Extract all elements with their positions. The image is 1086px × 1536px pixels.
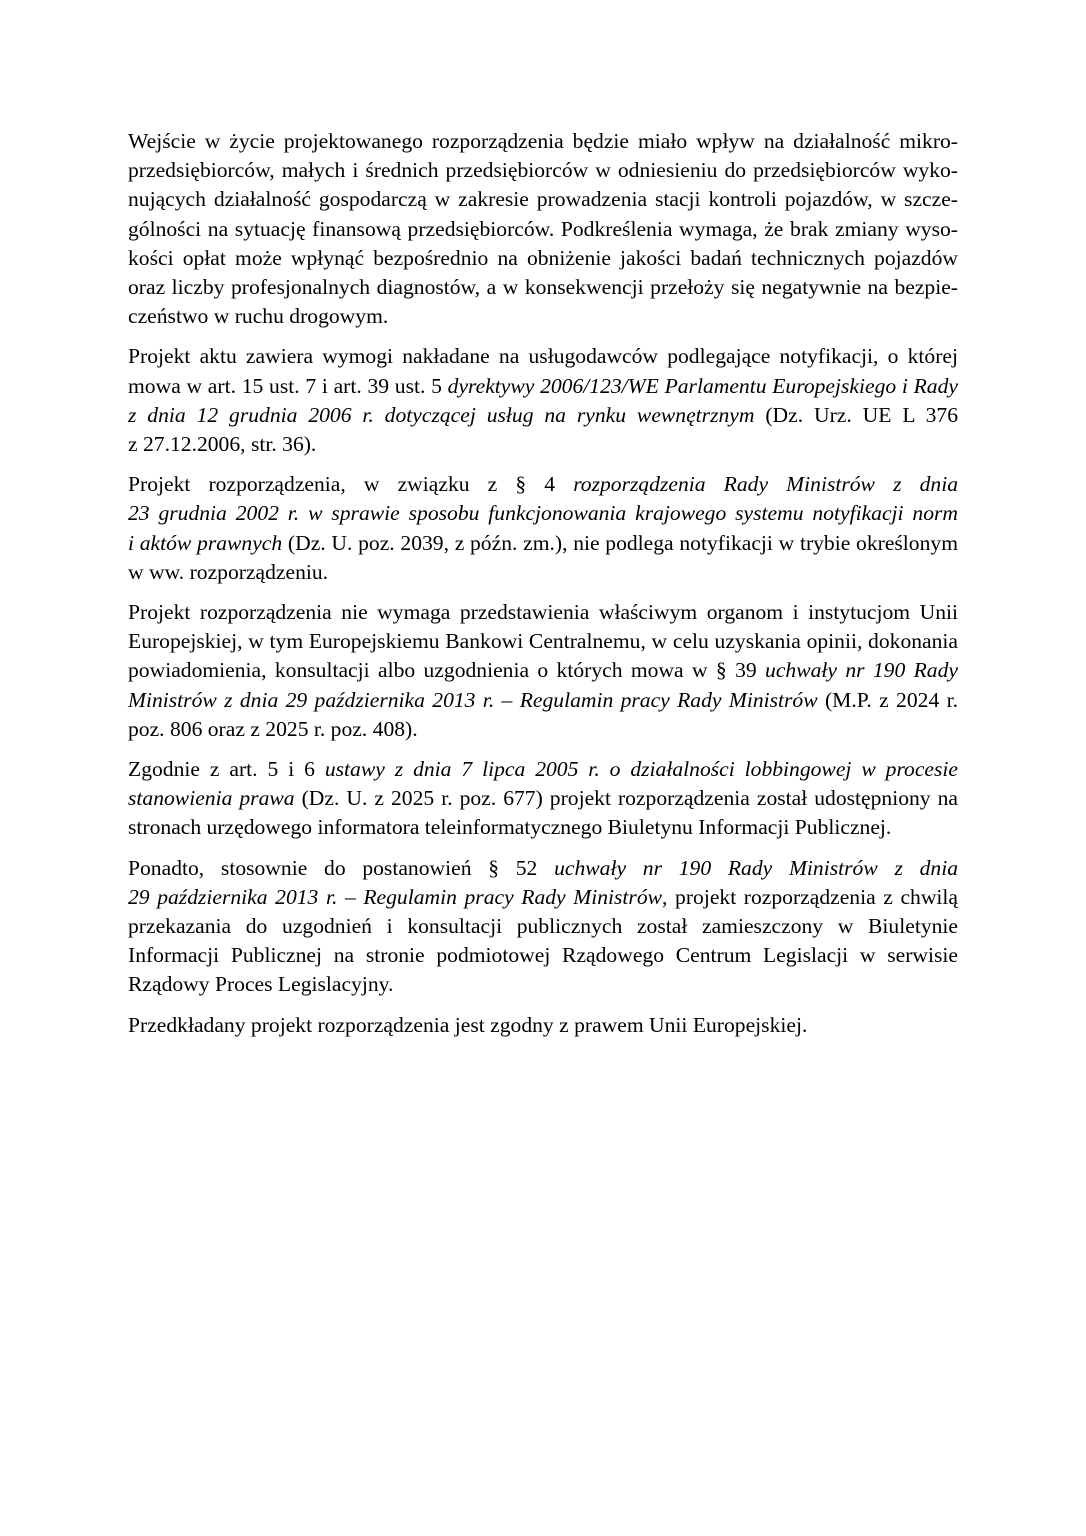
text-run: nujących działalność gospodarczą w zakresie prowadzenia stacji kontroli pojazdów, w szcze-	[128, 187, 958, 212]
text-line	[128, 185, 958, 214]
text-run: Projekt aktu zawiera wymogi nakładane na usługodawców podlegające notyfikacji, o której	[128, 344, 958, 369]
text-line	[128, 215, 958, 244]
text-line	[128, 470, 958, 499]
text-line	[128, 941, 958, 970]
text-run-italic: stanowienia prawa	[128, 786, 295, 811]
paragraph	[128, 470, 958, 587]
text-run: Projekt rozporządzenia nie wymaga przedstawienia właściwym organom i instytucjom Unii	[128, 600, 958, 625]
text-run: oraz liczby profesjonalnych diagnostów, a w konsekwencji przełoży się negatywnie na bezpie-	[128, 275, 958, 300]
text-run-italic: i aktów prawnych	[128, 530, 283, 555]
text-line	[128, 1011, 958, 1040]
paragraph	[128, 1011, 958, 1040]
text-run: z 27.12.2006, str. 36).	[128, 432, 317, 457]
text-run: Zgodnie z art. 5 i 6	[128, 757, 325, 782]
text-run: poz. 806 oraz z 2025 r. poz. 408).	[128, 716, 418, 741]
paragraph	[128, 755, 958, 843]
text-line	[128, 598, 958, 627]
text-run: Projekt rozporządzenia, w związku z § 4	[128, 472, 574, 497]
text-line	[128, 715, 958, 744]
text-line	[128, 430, 958, 459]
text-run: Wejście w życie projektowanego rozporządzenia będzie miało wpływ na działalność mikro-	[128, 129, 958, 153]
text-line	[128, 755, 958, 784]
text-run-italic: dyrektywy 2006/123/WE Parlamentu Europejskiego i Rady	[447, 373, 958, 398]
text-run: przedsiębiorców, małych i średnich przedsiębiorców w odniesieniu do przedsiębiorców wyko-	[128, 158, 958, 183]
text-line	[128, 854, 958, 883]
text-run: w ww. rozporządzeniu.	[128, 559, 329, 584]
text-run: (Dz. Urz. UE L 376	[754, 402, 958, 427]
text-line	[128, 499, 958, 528]
text-run: Przedkładany projekt rozporządzenia jest zgodny z prawem Unii Europejskiej.	[128, 1012, 808, 1037]
text-line	[128, 244, 958, 273]
paragraph	[128, 854, 958, 1000]
text-run: mowa w art. 15 ust. 7 i art. 39 ust. 5	[128, 373, 448, 398]
text-line	[128, 627, 958, 656]
paragraph	[128, 598, 958, 744]
text-line	[128, 686, 958, 715]
text-line	[128, 813, 958, 842]
text-run-italic: z dnia 12 grudnia 2006 r. dotyczącej usług na rynku wewnętrznym	[128, 402, 755, 427]
text-line	[128, 342, 958, 371]
text-run-italic: ustawy z dnia 7 lipca 2005 r. o działalności lobbingowej w procesie	[324, 757, 959, 782]
text-run: przekazania do uzgodnień i konsultacji publicznych został zamieszczony w Biuletynie	[128, 914, 958, 939]
text-run: Rządowy Proces Legislacyjny.	[128, 972, 394, 997]
text-line	[128, 372, 958, 401]
text-run: (Dz. U. z 2025 r. poz. 677) projekt rozporządzenia został udostępniony na	[294, 786, 958, 811]
text-line	[128, 656, 958, 685]
text-line	[128, 273, 958, 302]
text-run-italic: 29 października 2013 r. – Regulamin pracy Rady Ministrów	[128, 884, 663, 909]
text-line	[128, 970, 958, 999]
text-run: , projekt rozporządzenia z chwilą	[662, 884, 959, 909]
text-run-italic: 23 grudnia 2002 r. w sprawie sposobu funkcjonowania krajowego systemu notyfikacji norm	[128, 501, 958, 526]
text-run-italic: Ministrów z dnia 29 października 2013 r. – Regulamin pracy Rady Ministrów	[128, 687, 818, 712]
text-line	[128, 784, 958, 813]
text-run: gólności na sytuację finansową przedsiębiorców. Podkreślenia wymaga, że brak zmiany wyso-	[128, 216, 958, 241]
text-line	[128, 883, 958, 912]
text-run: (M.P. z 2024 r.	[817, 687, 958, 712]
text-run: Europejskiej, w tym Europejskiemu Bankowi Centralnemu, w celu uzyskania opinii, dokonania	[128, 629, 958, 654]
text-line	[128, 558, 958, 587]
text-line	[128, 127, 958, 156]
text-line	[128, 529, 958, 558]
paragraph	[128, 342, 958, 459]
text-run: kości opłat może wpłynąć bezpośrednio na obniżenie jakości badań technicznych pojazdów	[128, 245, 958, 270]
text-run-italic: uchwały nr 190 Rady Ministrów z dnia	[554, 855, 958, 880]
text-run-italic: rozporządzenia Rady Ministrów z dnia	[573, 472, 958, 497]
paragraph	[128, 127, 958, 331]
text-run: Informacji Publicznej na stronie podmiotowej Rządowego Centrum Legislacji w serwisie	[128, 943, 958, 968]
text-line	[128, 302, 958, 331]
text-run: stronach urzędowego informatora teleinformatycznego Biuletynu Informacji Publicznej.	[128, 815, 892, 840]
text-run: powiadomienia, konsultacji albo uzgodnienia o których mowa w § 39	[128, 658, 766, 683]
text-run: (Dz. U. poz. 2039, z późn. zm.), nie podlega notyfikacji w trybie określonym	[282, 530, 958, 555]
text-line	[128, 401, 958, 430]
text-run: czeństwo w ruchu drogowym.	[128, 304, 389, 329]
text-run-italic: uchwały nr 190 Rady	[765, 658, 958, 683]
text-line	[128, 912, 958, 941]
text-line	[128, 156, 958, 185]
text-run: Ponadto, stosownie do postanowień § 52	[128, 855, 555, 880]
document-body	[128, 127, 958, 1040]
